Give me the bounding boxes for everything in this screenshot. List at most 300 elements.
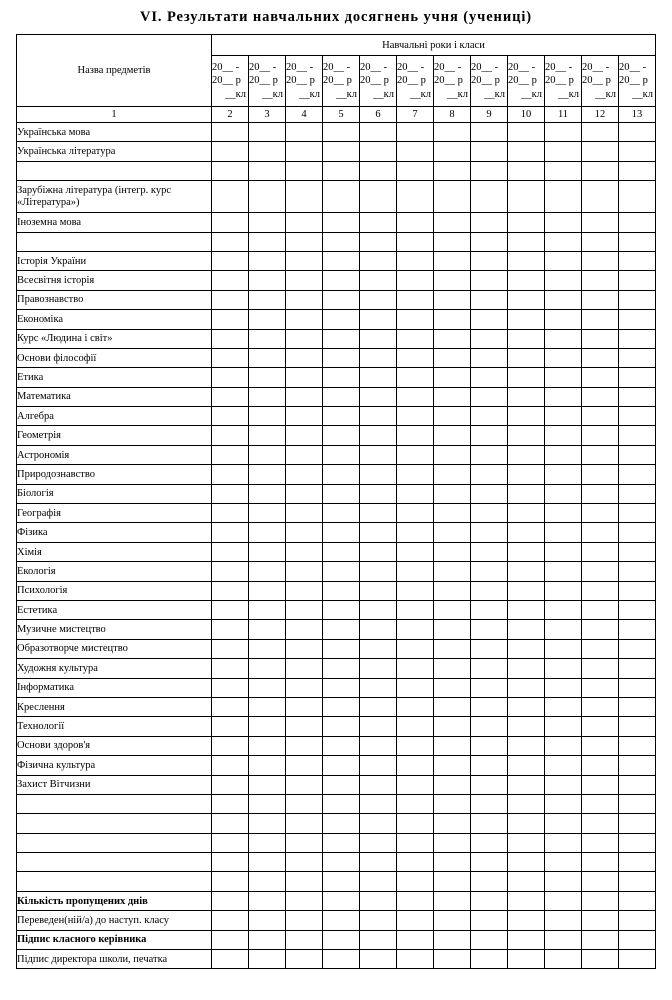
grade-cell[interactable] — [508, 736, 545, 755]
grade-cell[interactable] — [434, 213, 471, 232]
grade-cell[interactable] — [212, 465, 249, 484]
grade-cell[interactable] — [286, 659, 323, 678]
grade-cell[interactable] — [286, 251, 323, 270]
grade-cell[interactable] — [471, 639, 508, 658]
grade-cell[interactable] — [434, 717, 471, 736]
grade-cell[interactable] — [619, 348, 656, 367]
grade-cell[interactable] — [471, 213, 508, 232]
grade-cell[interactable] — [434, 251, 471, 270]
grade-cell[interactable] — [397, 142, 434, 161]
grade-cell[interactable] — [360, 639, 397, 658]
grade-cell[interactable] — [360, 814, 397, 833]
grade-cell[interactable] — [212, 232, 249, 251]
grade-cell[interactable] — [508, 142, 545, 161]
grade-cell[interactable] — [249, 853, 286, 872]
grade-cell[interactable] — [619, 736, 656, 755]
grade-cell[interactable] — [508, 930, 545, 949]
grade-cell[interactable] — [397, 484, 434, 503]
grade-cell[interactable] — [360, 600, 397, 619]
grade-cell[interactable] — [471, 407, 508, 426]
grade-cell[interactable] — [545, 697, 582, 716]
grade-cell[interactable] — [582, 775, 619, 794]
grade-cell[interactable] — [212, 794, 249, 813]
grade-cell[interactable] — [286, 717, 323, 736]
grade-cell[interactable] — [286, 891, 323, 910]
grade-cell[interactable] — [619, 251, 656, 270]
grade-cell[interactable] — [545, 465, 582, 484]
grade-cell[interactable] — [471, 891, 508, 910]
grade-cell[interactable] — [323, 348, 360, 367]
grade-cell[interactable] — [286, 387, 323, 406]
grade-cell[interactable] — [360, 872, 397, 891]
grade-cell[interactable] — [508, 833, 545, 852]
grade-cell[interactable] — [508, 123, 545, 142]
grade-cell[interactable] — [286, 794, 323, 813]
grade-cell[interactable] — [212, 484, 249, 503]
grade-cell[interactable] — [619, 911, 656, 930]
grade-cell[interactable] — [286, 213, 323, 232]
grade-cell[interactable] — [397, 814, 434, 833]
grade-cell[interactable] — [619, 950, 656, 969]
grade-cell[interactable] — [249, 484, 286, 503]
grade-cell[interactable] — [582, 736, 619, 755]
grade-cell[interactable] — [323, 542, 360, 561]
grade-cell[interactable] — [582, 445, 619, 464]
grade-cell[interactable] — [397, 581, 434, 600]
grade-cell[interactable] — [545, 123, 582, 142]
grade-cell[interactable] — [397, 678, 434, 697]
grade-cell[interactable] — [360, 348, 397, 367]
grade-cell[interactable] — [323, 717, 360, 736]
grade-cell[interactable] — [471, 329, 508, 348]
grade-cell[interactable] — [508, 348, 545, 367]
grade-cell[interactable] — [249, 232, 286, 251]
grade-cell[interactable] — [434, 504, 471, 523]
grade-cell[interactable] — [545, 581, 582, 600]
grade-cell[interactable] — [397, 348, 434, 367]
grade-cell[interactable] — [397, 600, 434, 619]
grade-cell[interactable] — [582, 562, 619, 581]
grade-cell[interactable] — [434, 426, 471, 445]
grade-cell[interactable] — [434, 659, 471, 678]
grade-cell[interactable] — [434, 484, 471, 503]
grade-cell[interactable] — [471, 872, 508, 891]
grade-cell[interactable] — [619, 659, 656, 678]
grade-cell[interactable] — [323, 891, 360, 910]
grade-cell[interactable] — [434, 853, 471, 872]
grade-cell[interactable] — [471, 581, 508, 600]
grade-cell[interactable] — [434, 445, 471, 464]
grade-cell[interactable] — [471, 290, 508, 309]
grade-cell[interactable] — [323, 161, 360, 180]
grade-cell[interactable] — [582, 872, 619, 891]
grade-cell[interactable] — [397, 387, 434, 406]
grade-cell[interactable] — [434, 181, 471, 213]
grade-cell[interactable] — [582, 581, 619, 600]
grade-cell[interactable] — [619, 717, 656, 736]
grade-cell[interactable] — [212, 368, 249, 387]
grade-cell[interactable] — [323, 426, 360, 445]
grade-cell[interactable] — [212, 251, 249, 270]
grade-cell[interactable] — [545, 232, 582, 251]
grade-cell[interactable] — [619, 161, 656, 180]
grade-cell[interactable] — [360, 717, 397, 736]
grade-cell[interactable] — [582, 142, 619, 161]
grade-cell[interactable] — [508, 213, 545, 232]
grade-cell[interactable] — [508, 775, 545, 794]
grade-cell[interactable] — [212, 697, 249, 716]
grade-cell[interactable] — [471, 756, 508, 775]
grade-cell[interactable] — [323, 581, 360, 600]
grade-cell[interactable] — [323, 814, 360, 833]
grade-cell[interactable] — [323, 794, 360, 813]
grade-cell[interactable] — [360, 950, 397, 969]
grade-cell[interactable] — [471, 445, 508, 464]
grade-cell[interactable] — [619, 213, 656, 232]
grade-cell[interactable] — [286, 872, 323, 891]
grade-cell[interactable] — [397, 542, 434, 561]
grade-cell[interactable] — [249, 161, 286, 180]
grade-cell[interactable] — [249, 251, 286, 270]
grade-cell[interactable] — [212, 562, 249, 581]
grade-cell[interactable] — [508, 407, 545, 426]
grade-cell[interactable] — [249, 930, 286, 949]
grade-cell[interactable] — [286, 181, 323, 213]
grade-cell[interactable] — [619, 678, 656, 697]
grade-cell[interactable] — [434, 930, 471, 949]
grade-cell[interactable] — [508, 368, 545, 387]
grade-cell[interactable] — [582, 600, 619, 619]
grade-cell[interactable] — [508, 891, 545, 910]
grade-cell[interactable] — [249, 407, 286, 426]
grade-cell[interactable] — [582, 697, 619, 716]
grade-cell[interactable] — [508, 581, 545, 600]
grade-cell[interactable] — [434, 639, 471, 658]
grade-cell[interactable] — [286, 484, 323, 503]
grade-cell[interactable] — [212, 290, 249, 309]
grade-cell[interactable] — [471, 620, 508, 639]
grade-cell[interactable] — [212, 756, 249, 775]
grade-cell[interactable] — [323, 142, 360, 161]
grade-cell[interactable] — [545, 523, 582, 542]
grade-cell[interactable] — [471, 232, 508, 251]
grade-cell[interactable] — [286, 290, 323, 309]
grade-cell[interactable] — [508, 639, 545, 658]
grade-cell[interactable] — [360, 542, 397, 561]
grade-cell[interactable] — [508, 465, 545, 484]
grade-cell[interactable] — [545, 833, 582, 852]
grade-cell[interactable] — [471, 833, 508, 852]
grade-cell[interactable] — [471, 310, 508, 329]
grade-cell[interactable] — [471, 368, 508, 387]
grade-cell[interactable] — [212, 161, 249, 180]
grade-cell[interactable] — [434, 697, 471, 716]
grade-cell[interactable] — [582, 310, 619, 329]
grade-cell[interactable] — [471, 504, 508, 523]
grade-cell[interactable] — [545, 600, 582, 619]
grade-cell[interactable] — [397, 329, 434, 348]
grade-cell[interactable] — [212, 853, 249, 872]
grade-cell[interactable] — [286, 620, 323, 639]
grade-cell[interactable] — [545, 387, 582, 406]
grade-cell[interactable] — [323, 562, 360, 581]
grade-cell[interactable] — [212, 639, 249, 658]
grade-cell[interactable] — [323, 756, 360, 775]
grade-cell[interactable] — [212, 814, 249, 833]
grade-cell[interactable] — [619, 181, 656, 213]
grade-cell[interactable] — [508, 387, 545, 406]
grade-cell[interactable] — [212, 600, 249, 619]
grade-cell[interactable] — [323, 213, 360, 232]
grade-cell[interactable] — [249, 659, 286, 678]
grade-cell[interactable] — [545, 445, 582, 464]
grade-cell[interactable] — [508, 484, 545, 503]
grade-cell[interactable] — [212, 911, 249, 930]
grade-cell[interactable] — [397, 891, 434, 910]
grade-cell[interactable] — [582, 620, 619, 639]
grade-cell[interactable] — [508, 504, 545, 523]
grade-cell[interactable] — [397, 562, 434, 581]
grade-cell[interactable] — [360, 620, 397, 639]
grade-cell[interactable] — [360, 465, 397, 484]
grade-cell[interactable] — [286, 833, 323, 852]
grade-cell[interactable] — [397, 271, 434, 290]
grade-cell[interactable] — [249, 523, 286, 542]
grade-cell[interactable] — [619, 600, 656, 619]
grade-cell[interactable] — [619, 542, 656, 561]
grade-cell[interactable] — [249, 697, 286, 716]
grade-cell[interactable] — [619, 523, 656, 542]
grade-cell[interactable] — [249, 620, 286, 639]
grade-cell[interactable] — [508, 620, 545, 639]
grade-cell[interactable] — [360, 271, 397, 290]
grade-cell[interactable] — [582, 426, 619, 445]
grade-cell[interactable] — [249, 445, 286, 464]
grade-cell[interactable] — [323, 600, 360, 619]
grade-cell[interactable] — [434, 756, 471, 775]
grade-cell[interactable] — [582, 523, 619, 542]
grade-cell[interactable] — [582, 756, 619, 775]
grade-cell[interactable] — [397, 833, 434, 852]
grade-cell[interactable] — [545, 290, 582, 309]
grade-cell[interactable] — [582, 717, 619, 736]
grade-cell[interactable] — [286, 142, 323, 161]
grade-cell[interactable] — [434, 123, 471, 142]
grade-cell[interactable] — [582, 251, 619, 270]
grade-cell[interactable] — [471, 484, 508, 503]
grade-cell[interactable] — [434, 581, 471, 600]
grade-cell[interactable] — [249, 814, 286, 833]
grade-cell[interactable] — [249, 717, 286, 736]
grade-cell[interactable] — [360, 911, 397, 930]
grade-cell[interactable] — [212, 930, 249, 949]
grade-cell[interactable] — [434, 620, 471, 639]
grade-cell[interactable] — [286, 407, 323, 426]
grade-cell[interactable] — [508, 950, 545, 969]
grade-cell[interactable] — [545, 329, 582, 348]
grade-cell[interactable] — [619, 465, 656, 484]
grade-cell[interactable] — [471, 794, 508, 813]
grade-cell[interactable] — [323, 872, 360, 891]
grade-cell[interactable] — [545, 348, 582, 367]
grade-cell[interactable] — [545, 872, 582, 891]
grade-cell[interactable] — [212, 123, 249, 142]
grade-cell[interactable] — [545, 407, 582, 426]
grade-cell[interactable] — [360, 232, 397, 251]
grade-cell[interactable] — [545, 911, 582, 930]
grade-cell[interactable] — [471, 271, 508, 290]
grade-cell[interactable] — [360, 368, 397, 387]
grade-cell[interactable] — [508, 697, 545, 716]
grade-cell[interactable] — [249, 950, 286, 969]
grade-cell[interactable] — [471, 775, 508, 794]
grade-cell[interactable] — [397, 659, 434, 678]
grade-cell[interactable] — [434, 872, 471, 891]
grade-cell[interactable] — [545, 891, 582, 910]
grade-cell[interactable] — [286, 853, 323, 872]
grade-cell[interactable] — [212, 891, 249, 910]
grade-cell[interactable] — [212, 213, 249, 232]
grade-cell[interactable] — [360, 290, 397, 309]
grade-cell[interactable] — [508, 659, 545, 678]
grade-cell[interactable] — [471, 930, 508, 949]
grade-cell[interactable] — [471, 697, 508, 716]
grade-cell[interactable] — [545, 562, 582, 581]
grade-cell[interactable] — [286, 368, 323, 387]
grade-cell[interactable] — [360, 213, 397, 232]
grade-cell[interactable] — [582, 213, 619, 232]
grade-cell[interactable] — [397, 911, 434, 930]
grade-cell[interactable] — [434, 911, 471, 930]
grade-cell[interactable] — [619, 833, 656, 852]
grade-cell[interactable] — [286, 310, 323, 329]
grade-cell[interactable] — [434, 523, 471, 542]
grade-cell[interactable] — [360, 581, 397, 600]
grade-cell[interactable] — [508, 271, 545, 290]
grade-cell[interactable] — [323, 639, 360, 658]
grade-cell[interactable] — [212, 872, 249, 891]
grade-cell[interactable] — [545, 814, 582, 833]
grade-cell[interactable] — [471, 659, 508, 678]
grade-cell[interactable] — [286, 950, 323, 969]
grade-cell[interactable] — [360, 426, 397, 445]
grade-cell[interactable] — [286, 600, 323, 619]
grade-cell[interactable] — [471, 853, 508, 872]
grade-cell[interactable] — [397, 717, 434, 736]
grade-cell[interactable] — [286, 775, 323, 794]
grade-cell[interactable] — [471, 465, 508, 484]
grade-cell[interactable] — [323, 232, 360, 251]
grade-cell[interactable] — [286, 678, 323, 697]
grade-cell[interactable] — [323, 387, 360, 406]
grade-cell[interactable] — [212, 329, 249, 348]
grade-cell[interactable] — [249, 181, 286, 213]
grade-cell[interactable] — [434, 562, 471, 581]
grade-cell[interactable] — [249, 329, 286, 348]
grade-cell[interactable] — [508, 329, 545, 348]
grade-cell[interactable] — [212, 620, 249, 639]
grade-cell[interactable] — [434, 833, 471, 852]
grade-cell[interactable] — [434, 290, 471, 309]
grade-cell[interactable] — [508, 161, 545, 180]
grade-cell[interactable] — [397, 465, 434, 484]
grade-cell[interactable] — [212, 717, 249, 736]
grade-cell[interactable] — [323, 620, 360, 639]
grade-cell[interactable] — [545, 950, 582, 969]
grade-cell[interactable] — [582, 387, 619, 406]
grade-cell[interactable] — [286, 581, 323, 600]
grade-cell[interactable] — [397, 756, 434, 775]
grade-cell[interactable] — [397, 872, 434, 891]
grade-cell[interactable] — [582, 329, 619, 348]
grade-cell[interactable] — [360, 659, 397, 678]
grade-cell[interactable] — [545, 717, 582, 736]
grade-cell[interactable] — [434, 891, 471, 910]
grade-cell[interactable] — [249, 271, 286, 290]
grade-cell[interactable] — [286, 697, 323, 716]
grade-cell[interactable] — [249, 142, 286, 161]
grade-cell[interactable] — [249, 348, 286, 367]
grade-cell[interactable] — [212, 387, 249, 406]
grade-cell[interactable] — [434, 775, 471, 794]
grade-cell[interactable] — [249, 542, 286, 561]
grade-cell[interactable] — [249, 213, 286, 232]
grade-cell[interactable] — [249, 387, 286, 406]
grade-cell[interactable] — [286, 814, 323, 833]
grade-cell[interactable] — [582, 833, 619, 852]
grade-cell[interactable] — [619, 142, 656, 161]
grade-cell[interactable] — [545, 181, 582, 213]
grade-cell[interactable] — [249, 465, 286, 484]
grade-cell[interactable] — [249, 426, 286, 445]
grade-cell[interactable] — [508, 872, 545, 891]
grade-cell[interactable] — [249, 290, 286, 309]
grade-cell[interactable] — [323, 445, 360, 464]
grade-cell[interactable] — [471, 717, 508, 736]
grade-cell[interactable] — [508, 310, 545, 329]
grade-cell[interactable] — [286, 161, 323, 180]
grade-cell[interactable] — [323, 697, 360, 716]
grade-cell[interactable] — [582, 930, 619, 949]
grade-cell[interactable] — [619, 445, 656, 464]
grade-cell[interactable] — [434, 736, 471, 755]
grade-cell[interactable] — [508, 523, 545, 542]
grade-cell[interactable] — [619, 639, 656, 658]
grade-cell[interactable] — [434, 310, 471, 329]
grade-cell[interactable] — [619, 775, 656, 794]
grade-cell[interactable] — [212, 950, 249, 969]
grade-cell[interactable] — [471, 911, 508, 930]
grade-cell[interactable] — [323, 950, 360, 969]
grade-cell[interactable] — [249, 872, 286, 891]
grade-cell[interactable] — [434, 407, 471, 426]
grade-cell[interactable] — [471, 426, 508, 445]
grade-cell[interactable] — [471, 678, 508, 697]
grade-cell[interactable] — [434, 600, 471, 619]
grade-cell[interactable] — [582, 232, 619, 251]
grade-cell[interactable] — [212, 736, 249, 755]
grade-cell[interactable] — [360, 310, 397, 329]
grade-cell[interactable] — [434, 387, 471, 406]
grade-cell[interactable] — [545, 426, 582, 445]
grade-cell[interactable] — [397, 775, 434, 794]
grade-cell[interactable] — [397, 794, 434, 813]
grade-cell[interactable] — [249, 581, 286, 600]
grade-cell[interactable] — [619, 407, 656, 426]
grade-cell[interactable] — [582, 271, 619, 290]
grade-cell[interactable] — [360, 251, 397, 270]
grade-cell[interactable] — [397, 504, 434, 523]
